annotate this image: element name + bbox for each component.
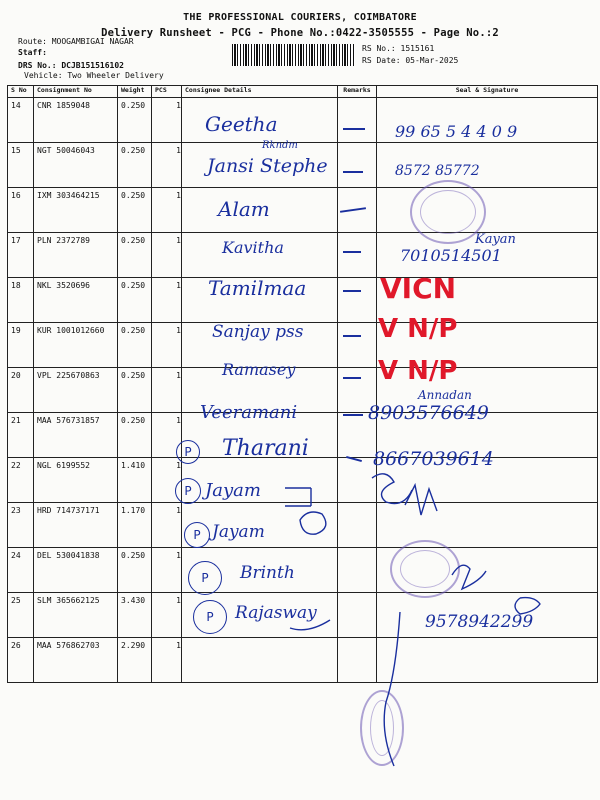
sno-cell: 20 (8, 368, 34, 413)
consignment-cell: MAA 576862703 (34, 638, 118, 683)
handwritten-name: Ramasey (222, 360, 296, 379)
signature-scribble (515, 598, 540, 614)
pcs-cell: 1 (152, 233, 182, 278)
handwritten-signature: 8667039614 (373, 448, 494, 470)
signature-scribble (372, 474, 412, 504)
col-weight: Weight (118, 86, 152, 98)
signature-scribble (405, 485, 437, 515)
weight-cell: 0.250 (118, 233, 152, 278)
pcs-cell: 1 (152, 413, 182, 458)
handwritten-note: Rkndm (262, 140, 298, 151)
handwritten-signature: V N/P (378, 356, 458, 386)
handwritten-name: Geetha (205, 112, 278, 136)
sno-cell: 16 (8, 188, 34, 233)
pcs-cell: 1 (152, 503, 182, 548)
sno-cell: 22 (8, 458, 34, 503)
signature-scribble (452, 565, 486, 589)
weight-cell: 0.250 (118, 323, 152, 368)
weight-cell: 2.290 (118, 638, 152, 683)
sno-cell: 24 (8, 548, 34, 593)
consignment-cell: SLM 365662125 (34, 593, 118, 638)
p-circle-mark: P (193, 600, 227, 634)
pcs-cell: 1 (152, 593, 182, 638)
pcs-cell: 1 (152, 458, 182, 503)
weight-cell: 0.250 (118, 143, 152, 188)
sno-cell: 21 (8, 413, 34, 458)
sno-cell: 26 (8, 638, 34, 683)
weight-cell: 0.250 (118, 98, 152, 143)
route-value: MOOGAMBIGAI NAGAR (51, 37, 134, 46)
consignment-cell: NGL 6199552 (34, 458, 118, 503)
consignment-cell: HRD 714737171 (34, 503, 118, 548)
handwritten-signature: 8572 85772 (395, 163, 480, 179)
handwritten-signature: 7010514501 (400, 246, 502, 265)
drs-label: DRS No.: (18, 61, 57, 70)
col-pcs: PCS (152, 86, 182, 98)
sno-cell: 19 (8, 323, 34, 368)
pcs-cell: 1 (152, 548, 182, 593)
weight-cell: 0.250 (118, 278, 152, 323)
handwritten-signature: Annadan (418, 388, 472, 402)
vehicle-label: Vehicle: (24, 71, 63, 80)
signature-scribble (384, 612, 400, 766)
handwritten-signature: VICN (380, 272, 457, 305)
signature-scribble (285, 488, 311, 506)
pcs-cell: 1 (152, 143, 182, 188)
handwritten-name: Brinth (240, 563, 295, 583)
rs-date-value: 05-Mar-2025 (405, 56, 459, 65)
rs-date-line: RS Date: 05-Mar-2025 (362, 56, 459, 65)
sno-cell: 18 (8, 278, 34, 323)
weight-cell: 3.430 (118, 593, 152, 638)
col-consignment: Consignment No (34, 86, 118, 98)
handwritten-name: Kavitha (222, 238, 284, 257)
p-circle-mark: P (176, 440, 200, 464)
pcs-cell: 1 (152, 188, 182, 233)
consignment-cell: CNR 1859048 (34, 98, 118, 143)
sno-cell: 17 (8, 233, 34, 278)
weight-cell: 0.250 (118, 368, 152, 413)
handwritten-name: Jayam (212, 522, 265, 542)
handwritten-name: Sanjay pss (212, 322, 304, 342)
pcs-cell: 1 (152, 638, 182, 683)
p-circle-mark: P (184, 522, 210, 548)
handwritten-signature: Kayan (475, 232, 516, 247)
handwritten-name: Alam (218, 197, 270, 221)
sno-cell: 15 (8, 143, 34, 188)
consignment-cell: KUR 1001012660 (34, 323, 118, 368)
sno-cell: 14 (8, 98, 34, 143)
pcs-cell: 1 (152, 368, 182, 413)
pcs-cell: 1 (152, 323, 182, 368)
company-title: THE PROFESSIONAL COURIERS, COIMBATORE (183, 12, 417, 23)
signature-scribble (290, 620, 330, 630)
sno-cell: 25 (8, 593, 34, 638)
handwritten-name: Jansi Stephe (207, 155, 328, 177)
p-circle-mark: P (175, 478, 201, 504)
handwritten-name: Rajasway (235, 603, 317, 623)
handwritten-name: Tamilmaa (208, 276, 307, 300)
p-circle-mark: P (188, 561, 222, 595)
sno-cell: 23 (8, 503, 34, 548)
weight-cell: 0.250 (118, 188, 152, 233)
handwritten-signature: 9578942299 (425, 612, 534, 632)
handwritten-signature: 99 65 5 4 4 0 9 (395, 122, 518, 141)
rs-no-value: 1515161 (400, 44, 435, 53)
consignment-cell: MAA 576731857 (34, 413, 118, 458)
consignment-cell: NKL 3520696 (34, 278, 118, 323)
handwritten-name: Tharani (222, 436, 309, 461)
handwritten-name: Jayam (205, 480, 261, 501)
signature-scribble (300, 512, 326, 534)
vehicle-value: Two Wheeler Delivery (67, 71, 164, 80)
rs-no-line: RS No.: 1515161 (362, 44, 435, 53)
consignment-cell: DEL 530041838 (34, 548, 118, 593)
handwritten-signature: 8903576649 (368, 402, 489, 424)
staff-label: Staff: (18, 48, 47, 57)
weight-cell: 1.170 (118, 503, 152, 548)
col-sno: S No (8, 86, 34, 98)
consignment-cell: NGT 50046043 (34, 143, 118, 188)
weight-cell: 0.250 (118, 413, 152, 458)
consignment-cell: VPL 225670863 (34, 368, 118, 413)
col-remarks: Remarks (338, 86, 377, 98)
handwritten-name: Veeramani (200, 402, 298, 423)
col-seal: Seal & Signature (377, 86, 598, 98)
drs-value: DCJB151516102 (61, 61, 124, 70)
pcs-cell: 1 (152, 278, 182, 323)
consignment-cell: IXM 303464215 (34, 188, 118, 233)
consignment-cell: PLN 2372789 (34, 233, 118, 278)
route-label: Route: (18, 37, 47, 46)
weight-cell: 0.250 (118, 548, 152, 593)
runsheet-subtitle: Delivery Runsheet - PCG - Phone No.:0422-3505555 - Page No.:2 (101, 27, 499, 39)
pcs-cell: 1 (152, 98, 182, 143)
weight-cell: 1.410 (118, 458, 152, 503)
col-consignee: Consignee Details (182, 86, 338, 98)
handwritten-signature: V N/P (378, 314, 458, 344)
